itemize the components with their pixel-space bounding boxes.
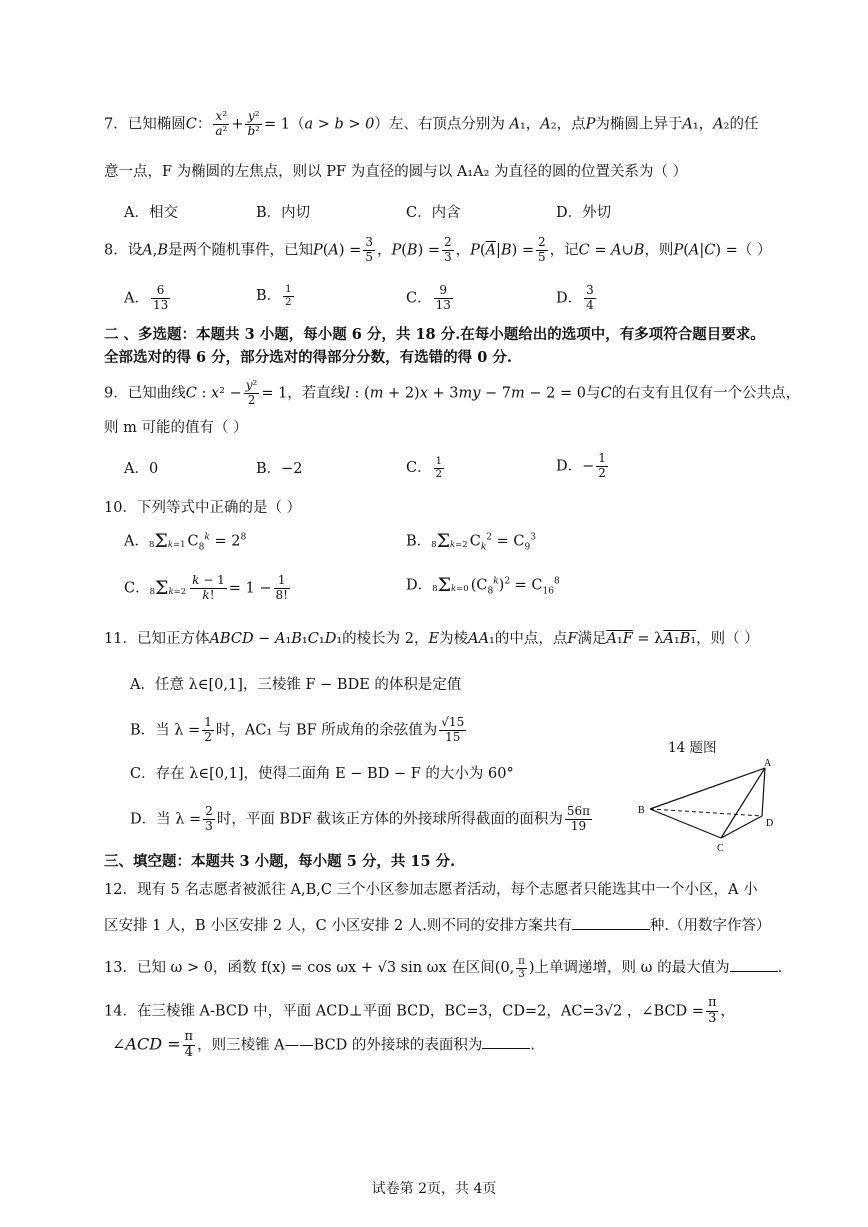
q9-stem: 9．已知曲线C : x² − $\frac{\text{y²}}{2}$ = 1，若直线l : (m + 2)x + 3my − 7m − 2 = 0与C的右支有且仅有一个公共点， bbox=[104, 378, 801, 407]
q8-option-d[interactable]: D． $\frac{3}{4}$ bbox=[556, 283, 594, 312]
q14-line1: 14．在三棱锥 A-BCD 中，平面 ACD⊥平面 BCD，BC=3，CD=2，AC=3√2 ，∠BCD = $\frac{\pi}{3}$ ， bbox=[104, 995, 735, 1026]
q7-ellipse-name: C bbox=[185, 116, 197, 133]
q7-line1: 7．已知椭圆C： $\frac{\text{x²}}{\text{a²}}$ + $\frac{\text{y²}}{\text{b²}}$ = 1（a > b > 0）左、右顶点分别为 A₁，A₂，点P为椭圆上异于A₁，A₂的任 bbox=[104, 109, 759, 138]
edge-ab bbox=[650, 768, 765, 809]
q8-option-b[interactable]: B． $\frac{1}{2}$ bbox=[256, 284, 292, 308]
q13-line: 13．已知 ω > 0，函数 f(x) = cos ωx + √3 sin ωx 在区间(0, $\frac{\pi}{3}$ )上单调递增，则 ω 的最大值为 . bbox=[104, 956, 783, 980]
q11-option-d[interactable]: D．当 λ = $\frac{2}{3}$ 时，平面 BDF 截该正方体的外接球所得截面的面积为 $\frac{56\pi}{19}$ bbox=[130, 804, 591, 833]
q7-option-d[interactable]: D．外切 bbox=[556, 205, 612, 221]
q14-line2: ∠ACD = $\frac{\pi}{4}$ ，则三棱锥 A——BCD 的外接球的表面积为 . bbox=[112, 1029, 536, 1060]
q7-option-a[interactable]: A．相交 bbox=[124, 205, 178, 221]
edge-ac bbox=[721, 768, 765, 838]
q10-option-c[interactable]: C．8Σk=2 $\frac{k - 1}{k!}$ = 1 − $\frac{1}{8!}$ bbox=[124, 573, 288, 602]
q12-answer-blank[interactable] bbox=[572, 915, 650, 930]
edge-bd bbox=[650, 809, 762, 816]
q8-option-c[interactable]: C． $\frac{9}{13}$ bbox=[406, 283, 451, 312]
q11-stem: 11．已知正方体ABCD − A₁B₁C₁D₁的棱长为 2，E为棱AA₁的中点，点F满足A₁F = λA₁B₁，则（ ） bbox=[104, 631, 759, 647]
q7-option-b[interactable]: B．内切 bbox=[256, 205, 311, 221]
q7-frac-x: $\frac{\text{x²}}{\text{a²}}$ bbox=[215, 109, 228, 138]
q14-answer-blank[interactable] bbox=[482, 1034, 530, 1049]
q11-option-b[interactable]: B．当 λ = $\frac{1}{2}$ 时，AC₁ 与 BF 所成角的余弦值为 $\frac{√15}{15}$ bbox=[130, 715, 465, 744]
point-c-label: C bbox=[717, 843, 724, 854]
section3-title: 三、填空题：本题共 3 小题，每小题 5 分，共 15 分. bbox=[104, 853, 456, 870]
point-a-label: A bbox=[764, 758, 772, 769]
q10-option-d[interactable]: D．8Σk=0 $(C_8^k)^2 = C_{16}^8$ bbox=[406, 574, 560, 597]
q7-option-c[interactable]: C．内含 bbox=[406, 205, 461, 221]
figure-14-label: 14 题图 bbox=[668, 740, 717, 756]
q8-option-a[interactable]: A． $\frac{6}{13}$ bbox=[124, 283, 169, 312]
edge-ad bbox=[762, 768, 765, 816]
q11-option-c[interactable]: C．存在 λ∈[0,1]，使得二面角 E − BD − F 的大小为 60° bbox=[130, 766, 514, 782]
q10-option-a[interactable]: A．8Σk=1 $C_8^k = 2^8$ bbox=[124, 530, 247, 553]
q9-option-a[interactable]: A．0 bbox=[124, 461, 159, 477]
q10-stem: 10．下列等式中正确的是（ ） bbox=[104, 500, 302, 516]
q10-option-b[interactable]: B．8Σk=2 $C_k^2 = C_9^3$ bbox=[406, 530, 536, 553]
edge-bc bbox=[650, 809, 721, 838]
q7-line2: 意一点，F 为椭圆的左焦点，则以 PF 为直径的圆与以 A₁A₂ 为直径的圆的位置关系为（ ） bbox=[104, 164, 688, 180]
figure-14-tetrahedron bbox=[628, 754, 788, 854]
page-footer: 试卷第 2页，共 4页 bbox=[371, 1181, 497, 1197]
point-b-label: B bbox=[638, 805, 645, 816]
q12-line2: 区安排 1 人，B 小区安排 2 人，C 小区安排 2 人.则不同的安排方案共有 种.（用数字作答） bbox=[104, 915, 771, 935]
section2-title: 二 、多选题：本题共 3 小题，每小题 6 分，共 18 分.在每小题给出的选项中，有多项符合题目要求。 bbox=[104, 326, 765, 343]
q11-option-a[interactable]: A．任意 λ∈[0,1]，三棱锥 F − BDE 的体积是定值 bbox=[130, 677, 462, 693]
q9-option-c[interactable]: C． $\frac{1}{2}$ bbox=[406, 456, 442, 480]
section2-note: 全部选对的得 6 分，部分选对的得部分分数，有选错的得 0 分. bbox=[104, 349, 512, 366]
q8-stem: 8．设A,B是两个随机事件，已知P(A) = $\frac{3}{5}$ ，P(B) = $\frac{2}{3}$ ，$P(\overline{A}|B)$ = $\frac{2}{5}$ ，记C = A∪B，则P(A|C) =（ ） bbox=[104, 235, 772, 264]
q9-option-d[interactable]: D．− $\frac{1}{2}$ bbox=[556, 451, 606, 480]
q13-answer-blank[interactable] bbox=[730, 957, 778, 972]
q9-line2: 则 m 可能的值有（ ） bbox=[104, 420, 248, 436]
q12-line1: 12．现有 5 名志愿者被派往 A,B,C 三个小区参加志愿者活动，每个志愿者只能选其中一个小区，A 小 bbox=[104, 882, 758, 898]
point-d-label: D bbox=[766, 818, 774, 829]
edge-cd bbox=[721, 816, 762, 838]
q7-frac-y: $\frac{\text{y²}}{\text{b²}}$ bbox=[247, 109, 260, 138]
q9-option-b[interactable]: B．−2 bbox=[256, 461, 303, 477]
